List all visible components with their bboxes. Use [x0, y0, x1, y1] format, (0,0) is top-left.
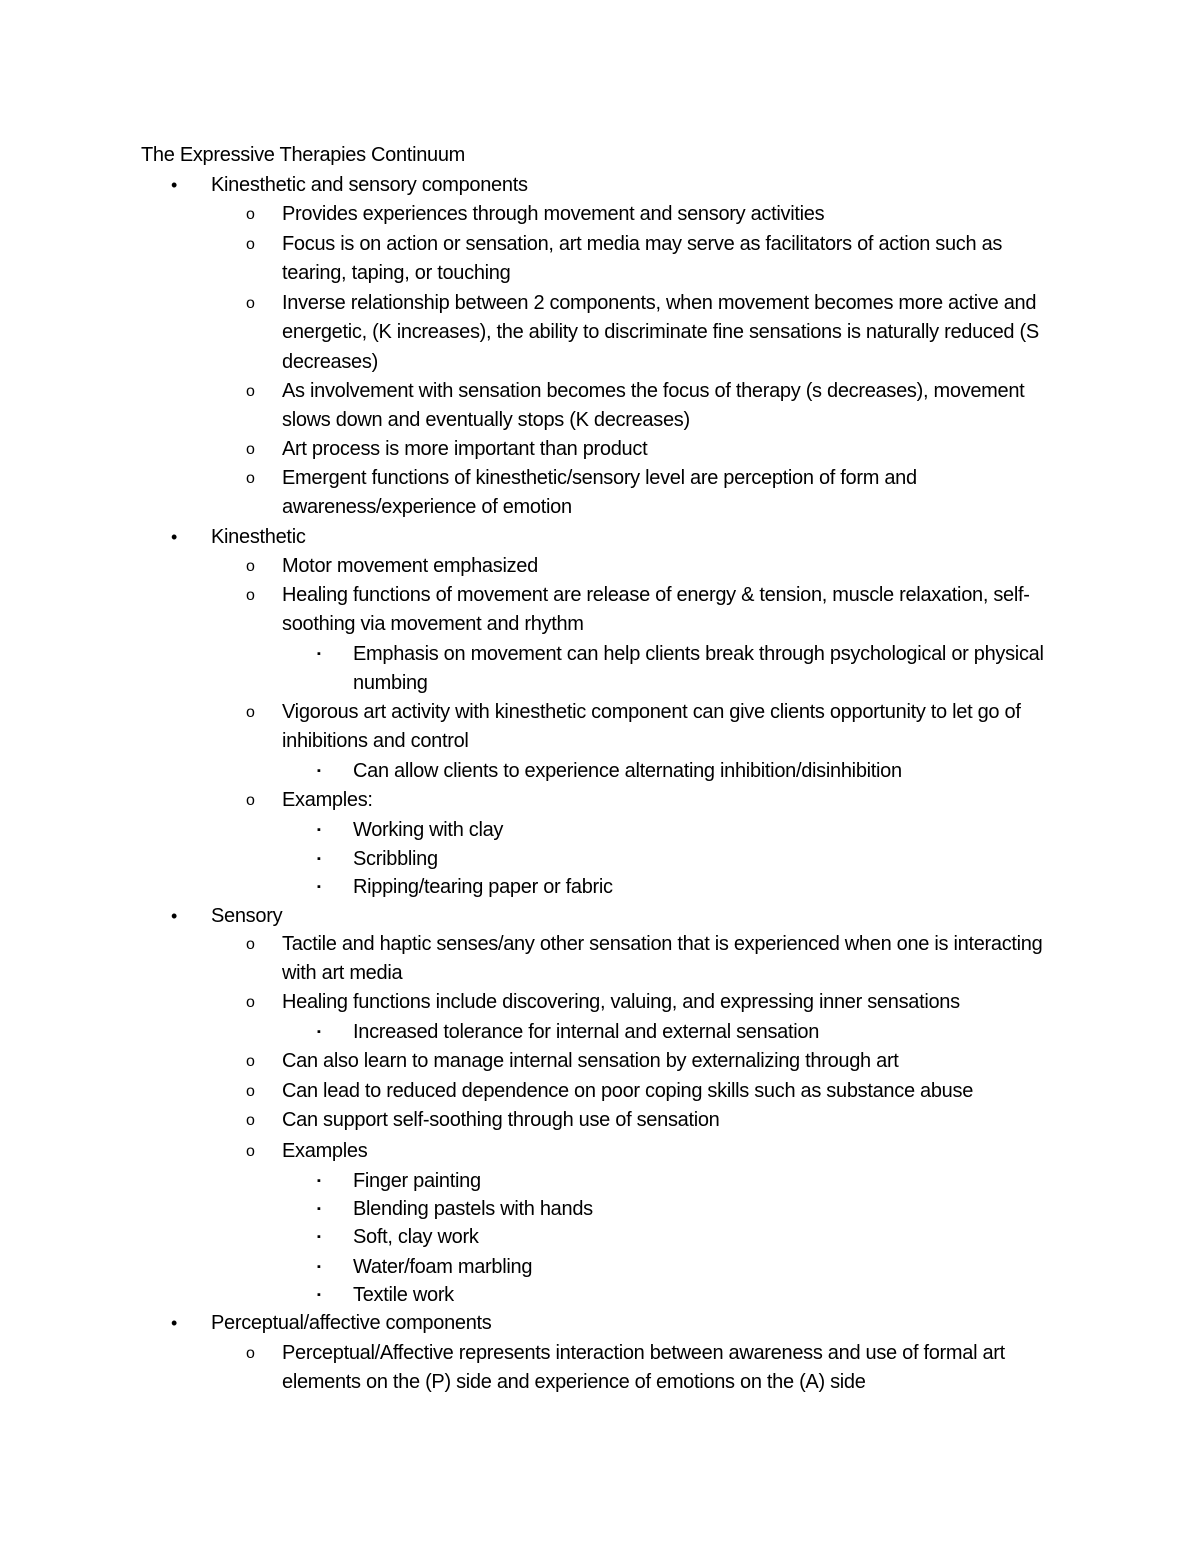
circle-bullet-icon: o — [246, 1053, 255, 1070]
list-item: o Healing functions of movement are release of energy & tension, muscle relaxation, self-soothing via movement and rhythm — [282, 581, 1062, 640]
bullet-icon: • — [171, 175, 178, 195]
circle-bullet-icon: o — [246, 470, 255, 487]
list-item: o Art process is more important than product — [282, 435, 1062, 464]
circle-bullet-icon: o — [246, 441, 255, 458]
square-bullet-icon: ▪ — [317, 1175, 321, 1187]
sub-list-item: ▪ Ripping/tearing paper or fabric — [353, 873, 1053, 902]
square-bullet-icon: ▪ — [317, 853, 321, 865]
circle-bullet-icon: o — [246, 704, 255, 721]
square-bullet-icon: ▪ — [317, 1289, 321, 1301]
circle-bullet-icon: o — [246, 1083, 255, 1100]
circle-bullet-icon: o — [246, 792, 255, 809]
list-item: o Perceptual/Affective represents interaction between awareness and use of formal art elements on the (P) side and experience of emotions on the (A) side — [282, 1339, 1062, 1398]
square-bullet-icon: ▪ — [317, 1026, 321, 1038]
sub-list-item: ▪ Water/foam marbling — [353, 1253, 1053, 1282]
circle-bullet-icon: o — [246, 994, 255, 1011]
list-item: o Examples — [282, 1137, 1062, 1166]
circle-bullet-icon: o — [246, 936, 255, 953]
list-item: o Focus is on action or sensation, art media may serve as facilitators of action such as tearing, taping, or touching — [282, 230, 1062, 289]
sub-list-item: ▪ Working with clay — [353, 816, 1053, 845]
bullet-icon: • — [171, 906, 178, 926]
square-bullet-icon: ▪ — [317, 824, 321, 836]
square-bullet-icon: ▪ — [317, 648, 321, 660]
section-heading: • Perceptual/affective components — [211, 1309, 1091, 1338]
document-title: The Expressive Therapies Continuum — [141, 144, 466, 166]
circle-bullet-icon: o — [246, 206, 255, 223]
sub-list-item: ▪ Blending pastels with hands — [353, 1195, 1053, 1224]
section-heading: • Kinesthetic — [211, 523, 1091, 552]
list-item: o Can lead to reduced dependence on poor coping skills such as substance abuse — [282, 1077, 1062, 1106]
sub-list-item: ▪ Finger painting — [353, 1167, 1053, 1196]
list-item: o Can support self-soothing through use of sensation — [282, 1106, 1062, 1135]
list-item: o Inverse relationship between 2 components, when movement becomes more active and energetic, (K increases), the ability to discriminate fine sensations is naturally reduced (S decreases) — [282, 289, 1062, 377]
list-item: o Examples: — [282, 786, 1062, 815]
list-item: o Provides experiences through movement and sensory activities — [282, 200, 1062, 229]
square-bullet-icon: ▪ — [317, 1203, 321, 1215]
sub-list-item: ▪ Scribbling — [353, 845, 1053, 874]
square-bullet-icon: ▪ — [317, 1261, 321, 1273]
sub-list-item: ▪ Soft, clay work — [353, 1223, 1053, 1252]
list-item: o Emergent functions of kinesthetic/sensory level are perception of form and awareness/experience of emotion — [282, 464, 1062, 523]
sub-list-item: ▪ Increased tolerance for internal and external sensation — [353, 1018, 1053, 1047]
circle-bullet-icon: o — [246, 383, 255, 400]
circle-bullet-icon: o — [246, 587, 255, 604]
circle-bullet-icon: o — [246, 1345, 255, 1362]
bullet-icon: • — [171, 1313, 178, 1333]
circle-bullet-icon: o — [246, 558, 255, 575]
square-bullet-icon: ▪ — [317, 765, 321, 777]
circle-bullet-icon: o — [246, 1143, 255, 1160]
section-heading: • Kinesthetic and sensory components — [211, 171, 1091, 200]
circle-bullet-icon: o — [246, 236, 255, 253]
list-item: o As involvement with sensation becomes the focus of therapy (s decreases), movement slows down and eventually stops (K decreases) — [282, 377, 1062, 436]
sub-list-item: ▪ Textile work — [353, 1281, 1053, 1310]
list-item: o Motor movement emphasized — [282, 552, 1062, 581]
circle-bullet-icon: o — [246, 1112, 255, 1129]
sub-list-item: ▪ Emphasis on movement can help clients break through psychological or physical numbing — [353, 640, 1053, 699]
square-bullet-icon: ▪ — [317, 1231, 321, 1243]
list-item: o Healing functions include discovering, valuing, and expressing inner sensations — [282, 988, 1062, 1017]
section-heading: • Sensory — [211, 902, 1091, 931]
circle-bullet-icon: o — [246, 295, 255, 312]
bullet-icon: • — [171, 527, 178, 547]
sub-list-item: ▪ Can allow clients to experience alternating inhibition/disinhibition — [353, 757, 1053, 786]
list-item: o Vigorous art activity with kinesthetic component can give clients opportunity to let go of inhibitions and control — [282, 698, 1062, 757]
list-item: o Tactile and haptic senses/any other sensation that is experienced when one is interacting with art media — [282, 930, 1062, 989]
square-bullet-icon: ▪ — [317, 881, 321, 893]
list-item: o Can also learn to manage internal sensation by externalizing through art — [282, 1047, 1062, 1076]
